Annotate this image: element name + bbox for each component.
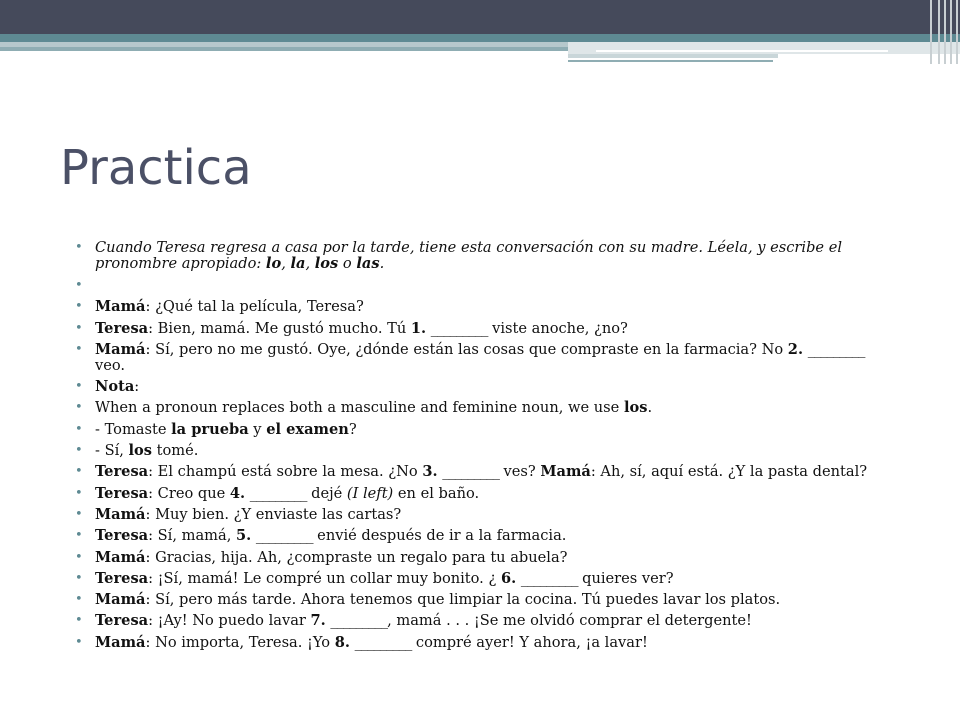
answer-blank: _________ — [430, 319, 488, 337]
answer-blank: _________ — [255, 527, 313, 545]
dialogue-line: • Mamá: Muy bien. ¿Y enviaste las cartas? — [75, 507, 885, 523]
note-text: • When a pronoun replaces both a masculine and feminine noun, we use los. — [75, 400, 885, 416]
accent-line — [568, 60, 773, 62]
accent-line — [596, 50, 888, 52]
note-example: • - Sí, los tomé. — [75, 443, 885, 459]
answer-blank: _________ — [330, 612, 388, 630]
header-stripe — [568, 42, 960, 54]
header-bar — [0, 0, 960, 34]
dialogue-line: • Teresa: Creo que 4. _________ dejé (I left) en el baño. — [75, 486, 885, 502]
header-stripe — [0, 47, 568, 51]
content-list — [75, 240, 885, 656]
note-label: • Nota: — [75, 379, 885, 395]
note-example: • - Tomaste la prueba y el examen? — [75, 422, 885, 438]
header-band — [0, 34, 960, 42]
dialogue-line: • Teresa: ¡Sí, mamá! Le compré un collar muy bonito. ¿ 6. _________ quieres ver? — [75, 571, 885, 587]
dialogue-line: • Mamá: No importa, Teresa. ¡Yo 8. _________ compré ayer! Y ahora, ¡a lavar! — [75, 635, 885, 651]
dialogue-line: • Teresa: Bien, mamá. Me gustó mucho. Tú 1. _________ viste anoche, ¿no? — [75, 321, 885, 337]
empty-bullet — [75, 278, 885, 294]
dialogue-line: • Mamá: ¿Qué tal la película, Teresa? — [75, 299, 885, 315]
dialogue-line: • Teresa: El champú está sobre la mesa. ¿No 3. _________ ves? Mamá: Ah, sí, aquí está. ¿Y la pasta dental? — [75, 464, 885, 480]
dialogue-line: • Teresa: ¡Ay! No puedo lavar 7. _________, mamá . . . ¡Se me olvidó comprar el detergente! — [75, 613, 885, 629]
dialogue-line: • Mamá: Sí, pero más tarde. Ahora tenemos que limpiar la cocina. Tú puedes lavar los platos. — [75, 592, 885, 608]
answer-blank: _________ — [354, 633, 412, 651]
answer-blank: _________ — [442, 463, 499, 481]
instructions: • Cuando Teresa regresa a casa por la tarde, tiene esta conversación con su madre. Léela, y escribe el pronombre apropiado: lo, la, los o las. — [75, 240, 885, 272]
corner-lines — [926, 0, 960, 64]
slide-title: Practica — [60, 140, 252, 196]
answer-blank: _________ — [249, 484, 307, 502]
answer-blank: _________ — [807, 340, 865, 358]
dialogue-line: • Mamá: Sí, pero no me gustó. Oye, ¿dónde están las cosas que compraste en la farmacia? No 2. _________ veo. — [75, 342, 885, 374]
accent-line — [568, 54, 778, 58]
dialogue-line: • Mamá: Gracias, hija. Ah, ¿compraste un regalo para tu abuela? — [75, 550, 885, 566]
dialogue-line: • Teresa: Sí, mamá, 5. _________ envié después de ir a la farmacia. — [75, 528, 885, 544]
answer-blank: _________ — [520, 569, 578, 587]
